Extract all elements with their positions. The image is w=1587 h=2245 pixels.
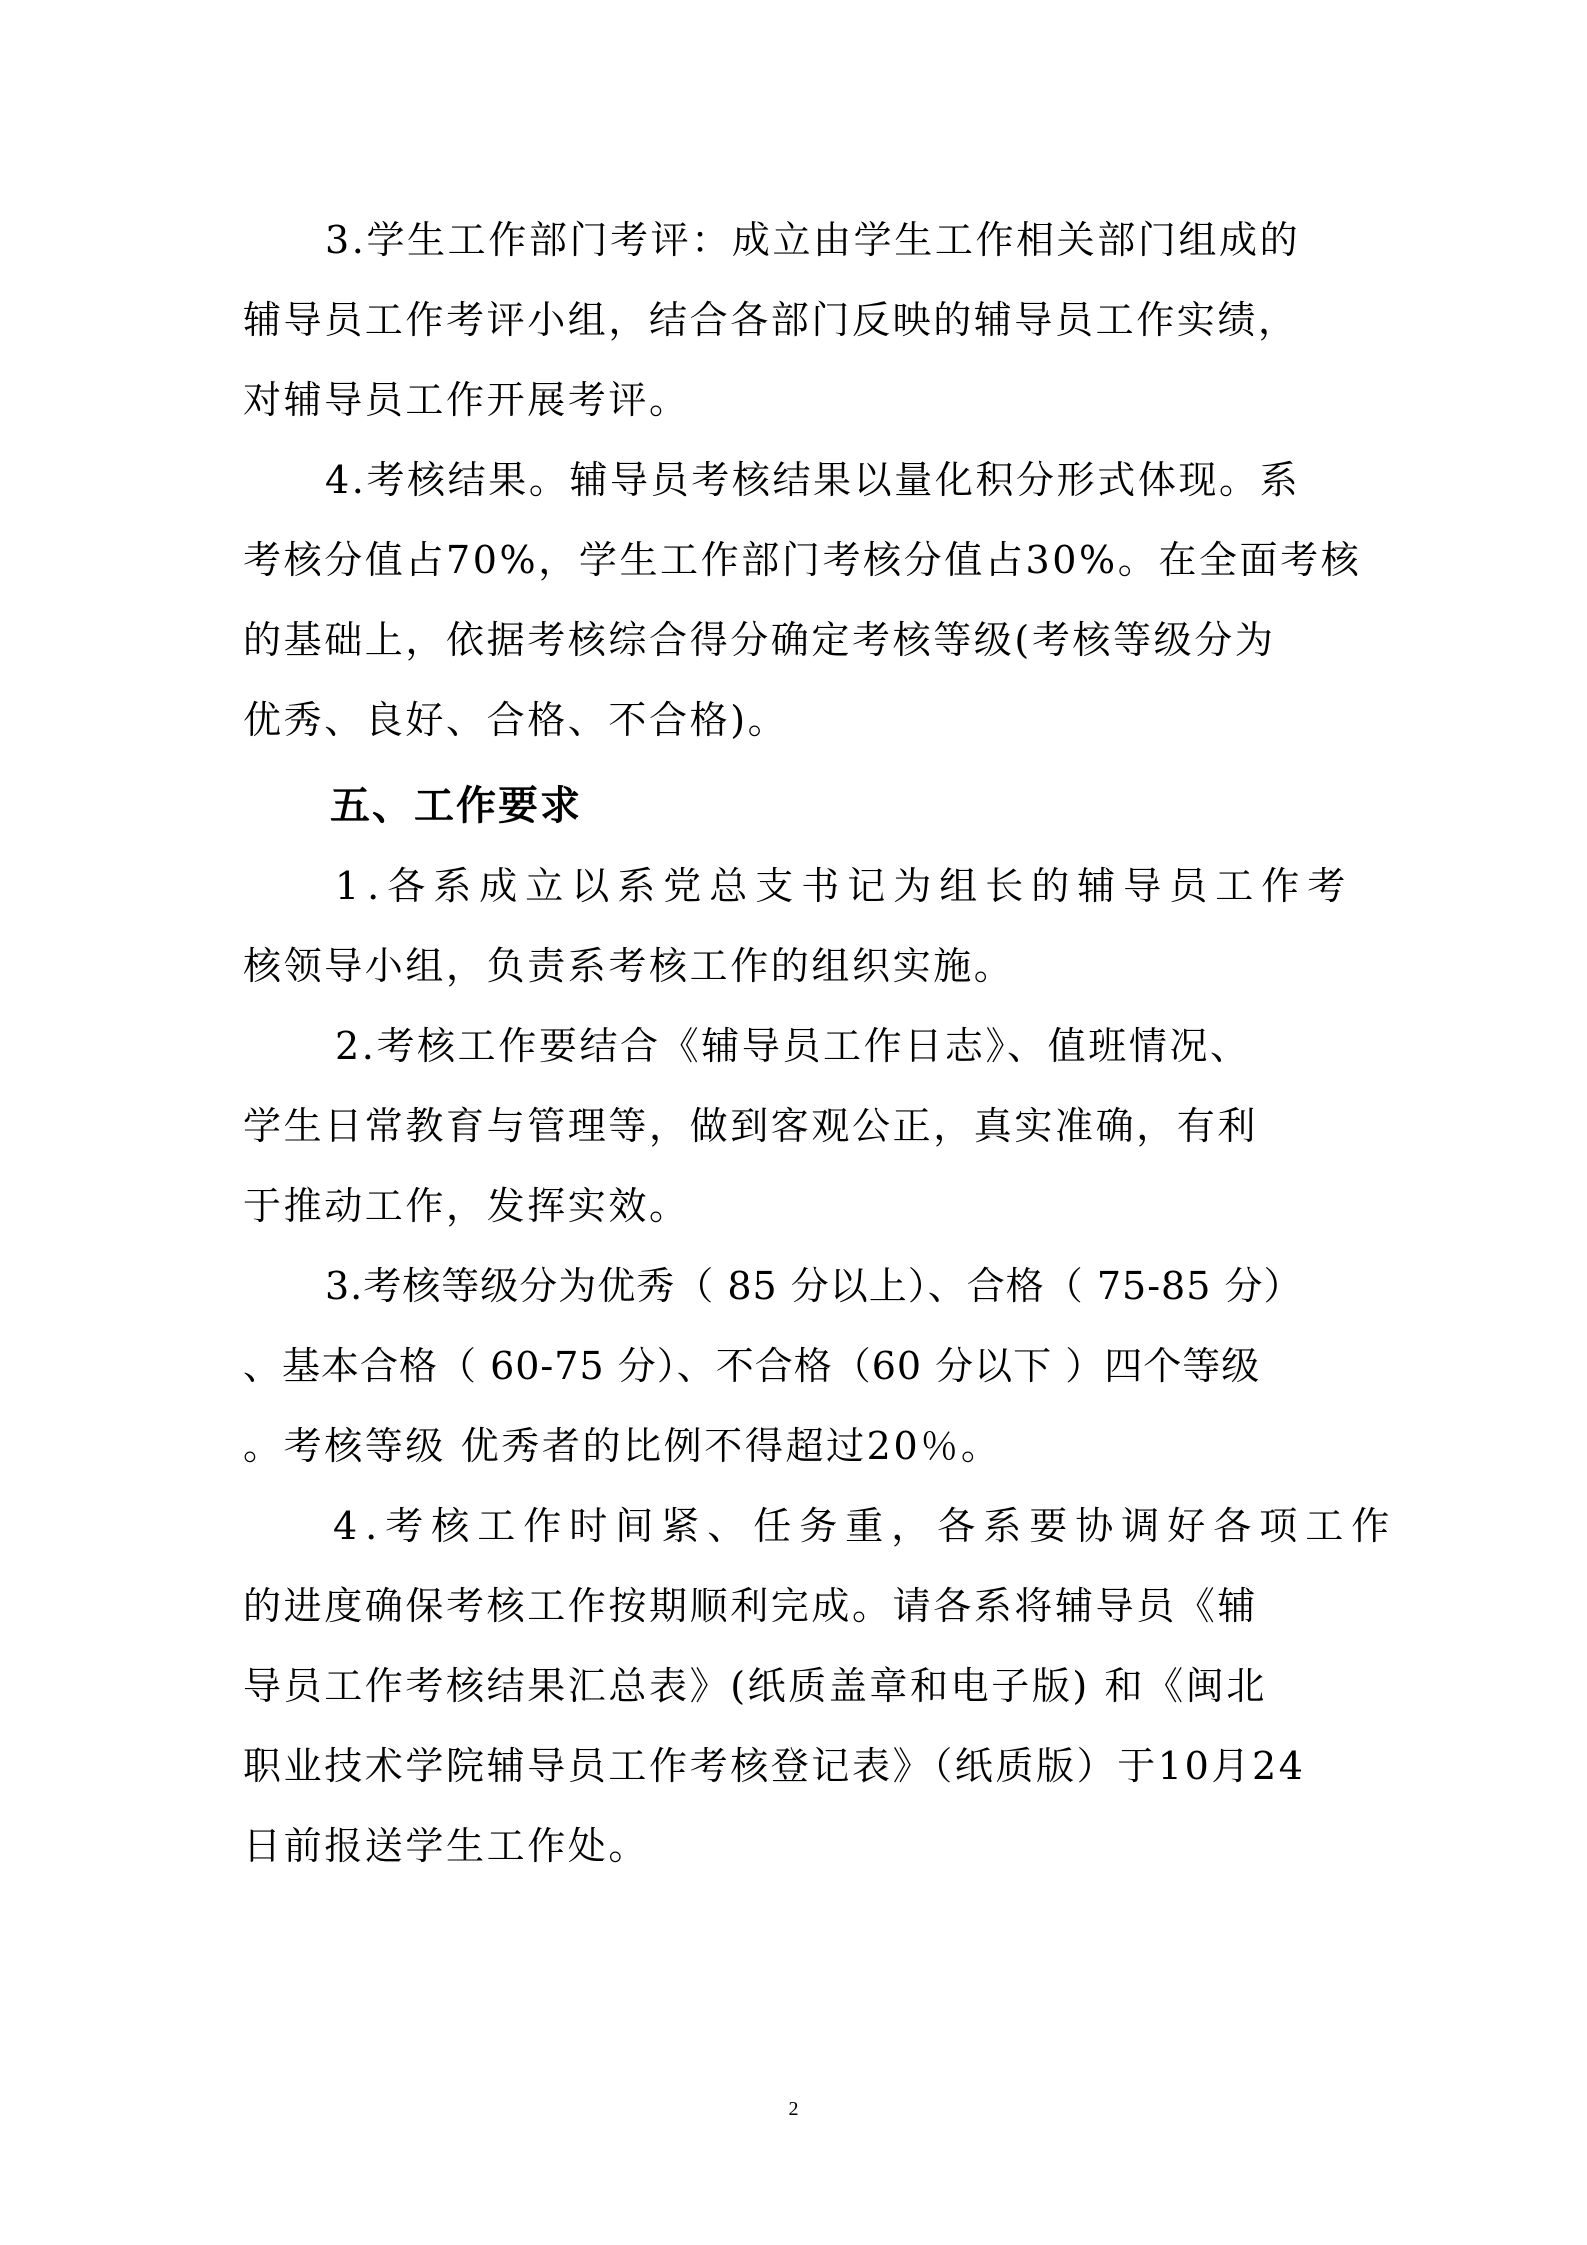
paragraph-line: 对辅导员工作开展考评。 (243, 378, 690, 422)
paragraph-line: 职业技术学院辅导员工作考核登记表》（纸质版）于10月24 (243, 1744, 1306, 1788)
paragraph-line: 学生日常教育与管理等，做到客观公正，真实准确，有利 (243, 1104, 1259, 1148)
paragraph-line: 3.学生工作部门考评：成立由学生工作相关部门组成的 (325, 218, 1301, 262)
section-heading: 五、工作要求 (330, 783, 582, 829)
paragraph-line: 核领导小组，负责系考核工作的组织实施。 (243, 944, 1015, 988)
paragraph-line: 考核分值占70%，学生工作部门考核分值占30%。在全面考核 (243, 538, 1362, 582)
paragraph-line: 。考核等级 优秀者的比例不得超过20％。 (243, 1424, 1002, 1468)
paragraph-line: 导员工作考核结果汇总表》(纸质盖章和电子版) 和《闽北 (243, 1664, 1267, 1708)
paragraph-line: 2.考核工作要结合《辅导员工作日志》、值班情况、 (335, 1024, 1251, 1068)
page-number: 2 (788, 2098, 799, 2120)
paragraph-line: 4.考核结果。辅导员考核结果以量化积分形式体现。系 (325, 458, 1301, 502)
paragraph-line: 的基础上，依据考核综合得分确定考核等级(考核等级分为 (243, 618, 1276, 662)
paragraph-line: 4.考核工作时间紧、任务重，各系要协调好各项工作 (333, 1504, 1398, 1548)
paragraph-line: 1.各系成立以系党总支书记为组长的辅导员工作考 (335, 864, 1354, 908)
paragraph-line: 日前报送学生工作处。 (243, 1824, 650, 1868)
paragraph-line: 辅导员工作考评小组，结合各部门反映的辅导员工作实绩， (243, 298, 1299, 342)
paragraph-line: 的进度确保考核工作按期顺利完成。请各系将辅导员《辅 (243, 1584, 1259, 1628)
paragraph-line: 优秀、良好、合格、不合格)。 (243, 698, 789, 742)
paragraph-line: 于推动工作，发挥实效。 (243, 1184, 690, 1228)
paragraph-line: 、基本合格（ 60-75 分）、不合格（60 分以下 ）四个等级 (243, 1344, 1261, 1388)
paragraph-line: 3.考核等级分为优秀（ 85 分以上）、合格（ 75-85 分） (325, 1264, 1303, 1308)
